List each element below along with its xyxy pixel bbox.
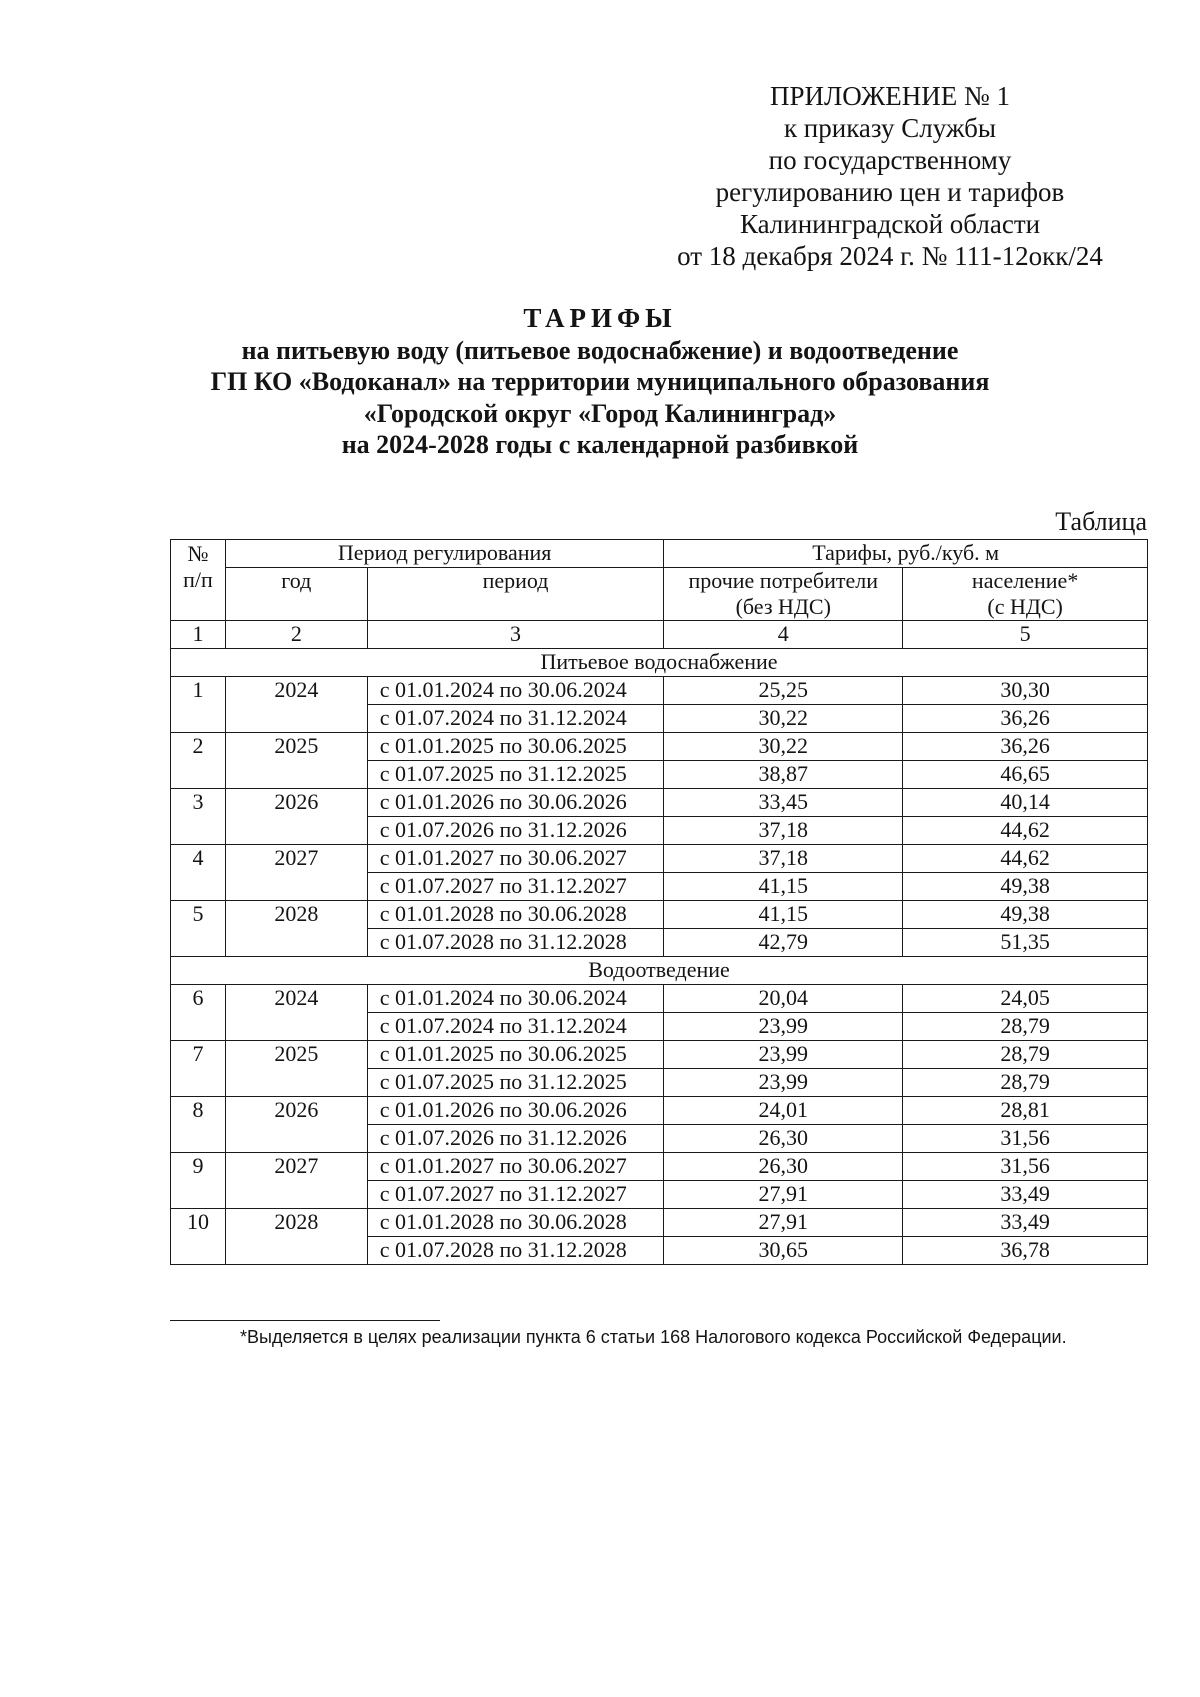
header-row bbox=[171, 568, 1148, 621]
table-row bbox=[171, 733, 1148, 761]
tariff-other-cell: 41,15 bbox=[664, 873, 903, 901]
num-cell-empty bbox=[171, 1069, 226, 1097]
index-row bbox=[171, 621, 1148, 649]
table-row bbox=[171, 873, 1148, 901]
header-num-text: № п/п bbox=[183, 541, 213, 592]
period-cell: с 01.07.2026 по 31.12.2026 bbox=[367, 1125, 664, 1153]
period-cell: с 01.01.2024 по 30.06.2024 bbox=[367, 985, 664, 1013]
tariff-other-cell: 37,18 bbox=[664, 817, 903, 845]
table-row bbox=[171, 1209, 1148, 1237]
table-row bbox=[171, 1237, 1148, 1265]
period-cell: с 01.07.2024 по 31.12.2024 bbox=[367, 1013, 664, 1041]
tariff-other-cell: 20,04 bbox=[664, 985, 903, 1013]
tariff-other-cell: 23,99 bbox=[664, 1069, 903, 1097]
period-cell: с 01.01.2026 по 30.06.2026 bbox=[367, 789, 664, 817]
num-cell-empty bbox=[171, 929, 226, 957]
period-cell: с 01.01.2028 по 30.06.2028 bbox=[367, 901, 664, 929]
title-line: «Городской округ «Город Калининград» bbox=[363, 398, 837, 428]
num-cell-empty bbox=[171, 1125, 226, 1153]
tariff-population-cell: 31,56 bbox=[903, 1125, 1148, 1153]
footnote-divider bbox=[170, 1320, 440, 1321]
year-cell: 2027 bbox=[225, 845, 367, 873]
table-row bbox=[171, 1181, 1148, 1209]
period-cell: с 01.01.2027 по 30.06.2027 bbox=[367, 1153, 664, 1181]
num-cell: 1 bbox=[171, 677, 226, 705]
document-title bbox=[170, 303, 1030, 461]
tariff-other-cell: 41,15 bbox=[664, 901, 903, 929]
table-row bbox=[171, 1013, 1148, 1041]
tariffs-table bbox=[170, 539, 1148, 1265]
index-cell: 2 bbox=[225, 621, 367, 649]
num-cell: 9 bbox=[171, 1153, 226, 1181]
year-cell: 2027 bbox=[225, 1153, 367, 1181]
section-row bbox=[171, 649, 1148, 677]
title-line: на 2024-2028 годы с календарной разбивкой bbox=[341, 430, 859, 459]
tariff-population-cell: 36,78 bbox=[903, 1237, 1148, 1265]
tariff-other-cell: 30,22 bbox=[664, 705, 903, 733]
num-cell: 5 bbox=[171, 901, 226, 929]
header-year: год bbox=[225, 568, 367, 621]
tariff-population-cell: 28,79 bbox=[903, 1013, 1148, 1041]
year-cell-empty bbox=[225, 873, 367, 901]
index-cell: 5 bbox=[903, 621, 1148, 649]
header-population bbox=[903, 568, 1148, 621]
header-other-text: прочие потребители (без НДС) bbox=[688, 568, 879, 619]
tariff-population-cell: 40,14 bbox=[903, 789, 1148, 817]
year-cell: 2028 bbox=[225, 1209, 367, 1237]
tariff-other-cell: 30,22 bbox=[664, 733, 903, 761]
tariff-population-cell: 51,35 bbox=[903, 929, 1148, 957]
tariff-population-cell: 44,62 bbox=[903, 817, 1148, 845]
section-row bbox=[171, 957, 1148, 985]
tariff-population-cell: 33,49 bbox=[903, 1209, 1148, 1237]
num-cell-empty bbox=[171, 1237, 226, 1265]
tariff-other-cell: 25,25 bbox=[664, 677, 903, 705]
table-row bbox=[171, 1069, 1148, 1097]
index-cell: 3 bbox=[367, 621, 664, 649]
tariff-population-cell: 36,26 bbox=[903, 733, 1148, 761]
tariff-population-cell: 33,49 bbox=[903, 1181, 1148, 1209]
table-row bbox=[171, 817, 1148, 845]
tariff-other-cell: 33,45 bbox=[664, 789, 903, 817]
tariffs-table-body bbox=[171, 540, 1148, 1265]
period-cell: с 01.01.2025 по 30.06.2025 bbox=[367, 1041, 664, 1069]
year-cell-empty bbox=[225, 705, 367, 733]
num-cell: 8 bbox=[171, 1097, 226, 1125]
table-row bbox=[171, 845, 1148, 873]
header-period: период bbox=[367, 568, 664, 621]
num-cell-empty bbox=[171, 1181, 226, 1209]
table-row bbox=[171, 705, 1148, 733]
footnote: *Выделяется в целях реализации пункта 6 статьи 168 Налогового кодекса Российской Федерации. bbox=[240, 1327, 1067, 1347]
year-cell: 2026 bbox=[225, 1097, 367, 1125]
year-cell-empty bbox=[225, 761, 367, 789]
tariff-other-cell: 27,91 bbox=[664, 1181, 903, 1209]
period-cell: с 01.07.2028 по 31.12.2028 bbox=[367, 1237, 664, 1265]
num-cell-empty bbox=[171, 817, 226, 845]
table-row bbox=[171, 985, 1148, 1013]
period-cell: с 01.07.2025 по 31.12.2025 bbox=[367, 761, 664, 789]
tariff-other-cell: 26,30 bbox=[664, 1125, 903, 1153]
index-cell: 4 bbox=[664, 621, 903, 649]
year-cell: 2028 bbox=[225, 901, 367, 929]
period-cell: с 01.01.2027 по 30.06.2027 bbox=[367, 845, 664, 873]
tariff-other-cell: 26,30 bbox=[664, 1153, 903, 1181]
title-line: ГП КО «Водоканал» на территории муниципального образования bbox=[210, 367, 990, 396]
year-cell-empty bbox=[225, 929, 367, 957]
table-row bbox=[171, 1041, 1148, 1069]
tariff-other-cell: 38,87 bbox=[664, 761, 903, 789]
tariff-other-cell: 23,99 bbox=[664, 1013, 903, 1041]
tariff-population-cell: 49,38 bbox=[903, 873, 1148, 901]
period-cell: с 01.07.2027 по 31.12.2027 bbox=[367, 1181, 664, 1209]
period-cell: с 01.07.2027 по 31.12.2027 bbox=[367, 873, 664, 901]
tariff-other-cell: 37,18 bbox=[664, 845, 903, 873]
approval-stamp bbox=[650, 80, 1130, 272]
year-cell-empty bbox=[225, 1237, 367, 1265]
num-cell: 10 bbox=[171, 1209, 226, 1237]
year-cell-empty bbox=[225, 1069, 367, 1097]
table-row bbox=[171, 929, 1148, 957]
table-row bbox=[171, 901, 1148, 929]
tariff-population-cell: 24,05 bbox=[903, 985, 1148, 1013]
index-cell: 1 bbox=[171, 621, 226, 649]
period-cell: с 01.07.2025 по 31.12.2025 bbox=[367, 1069, 664, 1097]
section-water: Питьевое водоснабжение bbox=[171, 649, 1148, 677]
period-cell: с 01.07.2028 по 31.12.2028 bbox=[367, 929, 664, 957]
period-cell: с 01.01.2026 по 30.06.2026 bbox=[367, 1097, 664, 1125]
tariff-population-cell: 31,56 bbox=[903, 1153, 1148, 1181]
year-cell-empty bbox=[225, 817, 367, 845]
header-period-group: Период регулирования bbox=[225, 540, 663, 568]
num-cell-empty bbox=[171, 761, 226, 789]
table-row bbox=[171, 789, 1148, 817]
tariff-population-cell: 28,79 bbox=[903, 1041, 1148, 1069]
header-row bbox=[171, 540, 1148, 568]
approval-line: по государственному bbox=[768, 145, 1012, 175]
num-cell: 7 bbox=[171, 1041, 226, 1069]
table-row bbox=[171, 1125, 1148, 1153]
title-line: на питьевую воду (питьевое водоснабжение) и водоотведение bbox=[241, 335, 959, 365]
tariff-population-cell: 28,81 bbox=[903, 1097, 1148, 1125]
year-cell: 2026 bbox=[225, 789, 367, 817]
year-cell: 2025 bbox=[225, 1041, 367, 1069]
tariff-population-cell: 49,38 bbox=[903, 901, 1148, 929]
year-cell-empty bbox=[225, 1125, 367, 1153]
tariff-other-cell: 27,91 bbox=[664, 1209, 903, 1237]
table-row bbox=[171, 677, 1148, 705]
tariff-population-cell: 46,65 bbox=[903, 761, 1148, 789]
tariff-other-cell: 42,79 bbox=[664, 929, 903, 957]
num-cell: 4 bbox=[171, 845, 226, 873]
table-row bbox=[171, 1097, 1148, 1125]
title-main: ТАРИФЫ bbox=[523, 303, 677, 333]
section-sewage: Водоотведение bbox=[171, 957, 1148, 985]
tariff-population-cell: 44,62 bbox=[903, 845, 1148, 873]
num-cell: 6 bbox=[171, 985, 226, 1013]
period-cell: с 01.01.2028 по 30.06.2028 bbox=[367, 1209, 664, 1237]
approval-line: ПРИЛОЖЕНИЕ № 1 bbox=[769, 81, 1011, 111]
year-cell: 2024 bbox=[225, 985, 367, 1013]
approval-line: регулированию цен и тарифов bbox=[715, 177, 1065, 207]
year-cell-empty bbox=[225, 1013, 367, 1041]
approval-line: к приказу Службы bbox=[783, 113, 997, 143]
table-row bbox=[171, 761, 1148, 789]
header-population-text: население* (с НДС) bbox=[971, 568, 1079, 619]
tariff-population-cell: 36,26 bbox=[903, 705, 1148, 733]
header-tariff-group: Тарифы, руб./куб. м bbox=[664, 540, 1148, 568]
year-cell: 2025 bbox=[225, 733, 367, 761]
period-cell: с 01.01.2025 по 30.06.2025 bbox=[367, 733, 664, 761]
tariff-population-cell: 28,79 bbox=[903, 1069, 1148, 1097]
tariff-population-cell: 30,30 bbox=[903, 677, 1148, 705]
year-cell-empty bbox=[225, 1181, 367, 1209]
num-cell-empty bbox=[171, 705, 226, 733]
period-cell: с 01.07.2024 по 31.12.2024 bbox=[367, 705, 664, 733]
num-cell-empty bbox=[171, 873, 226, 901]
num-cell: 2 bbox=[171, 733, 226, 761]
period-cell: с 01.07.2026 по 31.12.2026 bbox=[367, 817, 664, 845]
table-row bbox=[171, 1153, 1148, 1181]
period-cell: с 01.01.2024 по 30.06.2024 bbox=[367, 677, 664, 705]
table-caption: Таблица bbox=[1055, 507, 1147, 536]
header-other bbox=[664, 568, 903, 621]
year-cell: 2024 bbox=[225, 677, 367, 705]
tariff-other-cell: 24,01 bbox=[664, 1097, 903, 1125]
approval-line: Калининградской области bbox=[739, 209, 1041, 239]
tariff-other-cell: 23,99 bbox=[664, 1041, 903, 1069]
num-cell-empty bbox=[171, 1013, 226, 1041]
header-num bbox=[171, 540, 226, 621]
num-cell: 3 bbox=[171, 789, 226, 817]
approval-line: от 18 декабря 2024 г. № 111-12окк/24 bbox=[677, 241, 1103, 271]
tariff-other-cell: 30,65 bbox=[664, 1237, 903, 1265]
